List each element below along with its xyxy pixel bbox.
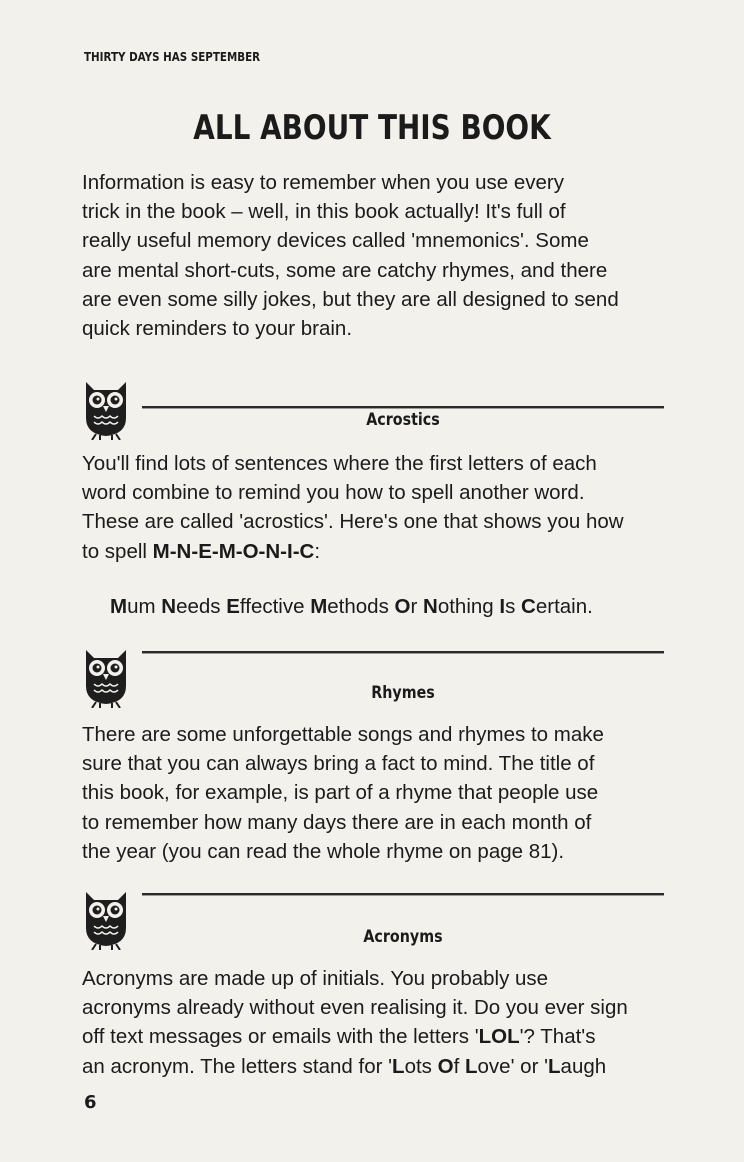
initial-letter: O bbox=[394, 595, 411, 618]
text-line: sure that you can always bring a fact to mind. The title of bbox=[82, 752, 595, 776]
initial-letter: I bbox=[499, 595, 506, 618]
text-line: the year (you can read the whole rhyme on page 81). bbox=[82, 839, 565, 863]
initial-letter: E bbox=[226, 595, 240, 618]
text-line: really useful memory devices called 'mnemonics'. Some bbox=[82, 229, 589, 253]
text-line: Acronyms are made up of initials. You probably use bbox=[82, 967, 549, 990]
acrostic-example: Mum Needs Effective Methods Or Nothing Is Certain. bbox=[110, 595, 593, 618]
initial-letter: M bbox=[110, 595, 128, 618]
text-line: are even some silly jokes, but they are all designed to send bbox=[82, 287, 619, 311]
section-divider bbox=[142, 893, 664, 896]
text-line: trick in the book – well, in this book actually! It's full of bbox=[82, 200, 566, 224]
section-heading-rhymes: Rhymes bbox=[371, 683, 435, 703]
owl-icon bbox=[80, 888, 132, 950]
initial-letter: N bbox=[161, 595, 177, 618]
acronyms-paragraph bbox=[82, 964, 682, 1081]
section-heading-acronyms: Acronyms bbox=[363, 927, 443, 947]
text-line: These are called 'acrostics'. Here's one that shows you how bbox=[82, 510, 624, 534]
owl-icon bbox=[80, 378, 132, 440]
text-line: this book, for example, is part of a rhyme that people use bbox=[82, 781, 599, 805]
bold-acronym: LOL bbox=[478, 1025, 520, 1049]
text-line: There are some unforgettable songs and rhymes to make bbox=[82, 723, 604, 746]
initial-letter: M bbox=[310, 595, 328, 618]
text-line: quick reminders to your brain. bbox=[82, 317, 353, 341]
owl-icon bbox=[80, 646, 132, 708]
bold-word: M-N-E-M-O-N-I-C bbox=[152, 539, 315, 563]
intro-paragraph bbox=[82, 168, 682, 343]
section-heading-acrostics: Acrostics bbox=[366, 410, 440, 430]
text-line: You'll find lots of sentences where the first letters of each bbox=[82, 452, 597, 475]
section-divider bbox=[142, 651, 664, 654]
text-line: off text messages or emails with the letters 'LOL'? That's bbox=[82, 1025, 596, 1049]
page-title: ALL ABOUT THIS BOOK bbox=[193, 108, 551, 148]
initial-letter: N bbox=[423, 595, 438, 618]
text-line: to spell M-N-E-M-O-N-I-C: bbox=[82, 539, 321, 563]
section-divider bbox=[142, 406, 664, 409]
text-line: to remember how many days there are in each month of bbox=[82, 810, 592, 834]
text-line: an acronym. The letters stand for 'Lots Of Love' or 'Laugh bbox=[82, 1054, 607, 1078]
initial-letter: C bbox=[521, 595, 536, 618]
text-line: acronyms already without even realising it. Do you ever sign bbox=[82, 996, 628, 1020]
text-line: Information is easy to remember when you use every bbox=[82, 171, 564, 194]
running-head: THIRTY DAYS HAS SEPTEMBER bbox=[84, 50, 261, 64]
text-line: are mental short-cuts, some are catchy rhymes, and there bbox=[82, 258, 608, 282]
text-line: word combine to remind you how to spell another word. bbox=[82, 481, 585, 505]
rhymes-paragraph bbox=[82, 720, 682, 866]
page-number: 6 bbox=[84, 1092, 97, 1113]
acrostics-paragraph bbox=[82, 449, 682, 566]
